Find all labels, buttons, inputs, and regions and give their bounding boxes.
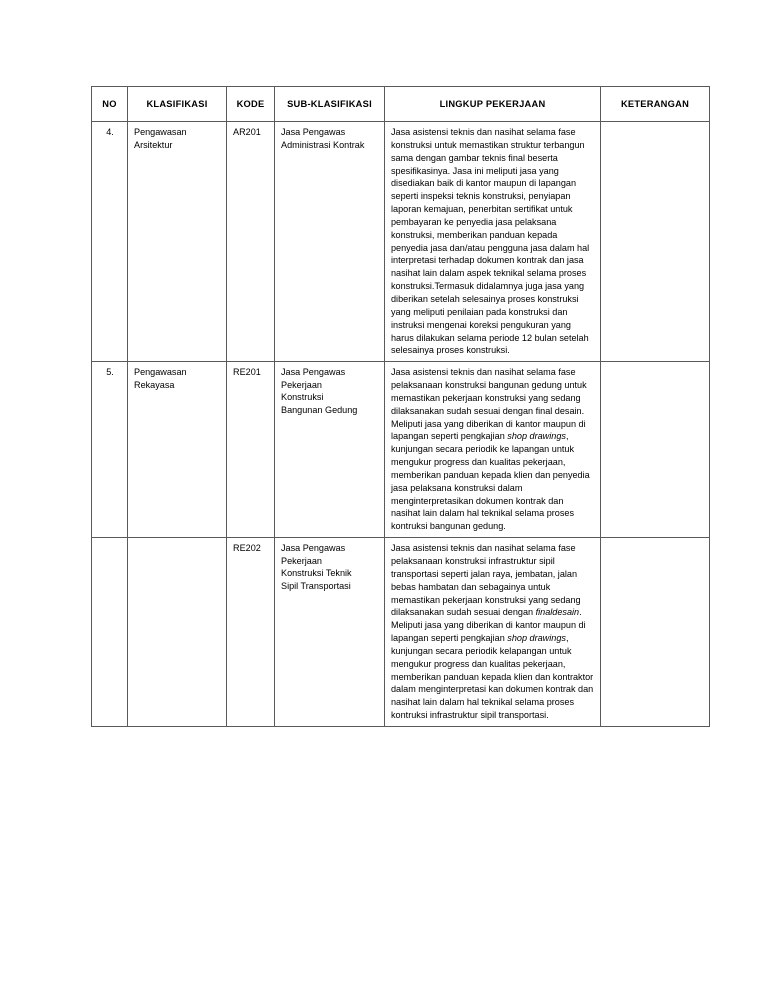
cell-no: 5.: [92, 362, 128, 538]
cell-no: 4.: [92, 122, 128, 362]
table-row: [92, 538, 710, 727]
cell-kode: RE202: [227, 538, 275, 727]
table-header: [92, 87, 710, 122]
cell-sub-klasifikasi: Jasa Pengawas Pekerjaan Konstruksi Bangunan Gedung: [275, 362, 385, 538]
table-container: [91, 86, 709, 727]
cell-klasifikasi: Pengawasan Arsitektur: [128, 122, 227, 362]
header-cell-no: NO: [92, 87, 128, 122]
table-row: [92, 122, 710, 362]
cell-kode: AR201: [227, 122, 275, 362]
header-cell-lingkup-pekerjaan: LINGKUP PEKERJAAN: [385, 87, 601, 122]
cell-kode: RE201: [227, 362, 275, 538]
cell-keterangan: [601, 362, 710, 538]
classification-table: [91, 86, 710, 727]
header-cell-keterangan: KETERANGAN: [601, 87, 710, 122]
cell-keterangan: [601, 538, 710, 727]
cell-lingkup-pekerjaan: Jasa asistensi teknis dan nasihat selama fase konstruksi untuk memastikan struktur terbangun sama dengan gambar teknis final beserta spesifikasinya. Jasa ini meliputi jasa yang disediakan baik di kantor maupun di lapangan seperti inspeksi teknis konstruksi, penyiapan laporan kemajuan, penerbitan sertifikat untuk pembayaran ke penyedia jasa pelaksana konstruksi, memberikan panduan kepada penyedia jasa dan/atau pengguna jasa dalam hal interpretasi terhadap dokumen kontrak dan jasa nasihat lain dalam aspek teknikal selama proses konstruksi.Termasuk didalamnya juga jasa yang diberikan setelah selesainya proses konstruksi yang meliputi penilaian pada konstruksi dan instruksi mengenai koreksi pengukuran yang harus dilakukan selama periode 12 bulan setelah selesainya proses konstruksi.: [385, 122, 601, 362]
table-body: [92, 122, 710, 727]
table-row: [92, 362, 710, 538]
cell-sub-klasifikasi: Jasa Pengawas Pekerjaan Konstruksi Teknik Sipil Transportasi: [275, 538, 385, 727]
header-cell-sub-klasifikasi: SUB-KLASIFIKASI: [275, 87, 385, 122]
header-cell-klasifikasi: KLASIFIKASI: [128, 87, 227, 122]
cell-no: [92, 538, 128, 727]
cell-klasifikasi: Pengawasan Rekayasa: [128, 362, 227, 538]
cell-sub-klasifikasi: Jasa Pengawas Administrasi Kontrak: [275, 122, 385, 362]
cell-lingkup-pekerjaan: Jasa asistensi teknis dan nasihat selama fase pelaksanaan konstruksi infrastruktur sipil transportasi seperti jalan raya, jembatan, jalan bebas hambatan dan sebagainya untuk memastikan pekerjaan konstruksi yang sedang dilaksanakan sudah sesuai dengan finaldesain. Meliputi jasa yang diberikan di kantor maupun di lapangan seperti pengkajian shop drawings, kunjungan secara periodik kelapangan untuk mengukur progress dan kualitas pekerjaan, memberikan panduan kepada klien dan kontraktor dalam menginterpretasi kan dokumen kontrak dan nasihat lain dalam hal teknikal selama proses kontruksi infrastruktur sipil transportasi.: [385, 538, 601, 727]
cell-keterangan: [601, 122, 710, 362]
cell-lingkup-pekerjaan: Jasa asistensi teknis dan nasihat selama fase pelaksanaan konstruksi bangunan gedung untuk memastikan pekerjaan konstruksi yang sedang dilaksanakan sudah sesuai dengan final desain. Meliputi jasa yang diberikan di kantor maupun di lapangan seperti pengkajian shop drawings, kunjungan secara periodik ke lapangan untuk mengukur progress dan kualitas pekerjaan, memberikan panduan kepada klien dan penyedia jasa pelaksana konstruksi dalam menginterpretasikan dokumen kontrak dan nasihat lain dalam hal teknikal selama proses kontruksi bangunan gedung.: [385, 362, 601, 538]
cell-klasifikasi: [128, 538, 227, 727]
header-row: [92, 87, 710, 122]
header-cell-kode: KODE: [227, 87, 275, 122]
